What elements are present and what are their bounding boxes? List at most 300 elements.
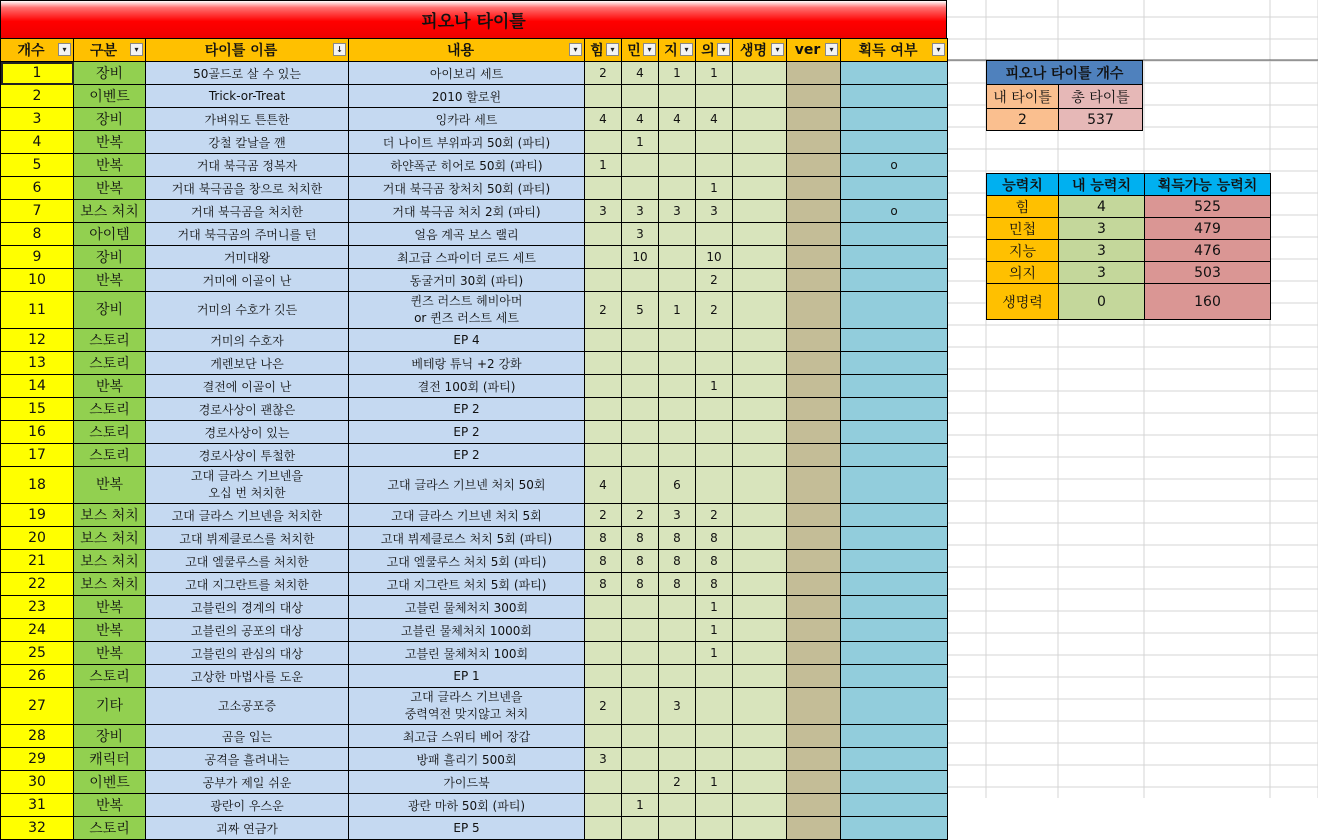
row-dex[interactable]: 3 [622,200,659,223]
row-number[interactable]: 26 [1,665,74,688]
row-title-name[interactable]: 거미대왕 [146,246,349,269]
row-int[interactable] [659,421,696,444]
row-content[interactable]: 고블린 물체처치 100회 [349,642,585,665]
row-int[interactable]: 1 [659,292,696,329]
row-category[interactable]: 이벤트 [74,85,146,108]
row-content[interactable]: 광란 마하 50회 (파티) [349,794,585,817]
row-will[interactable] [696,131,733,154]
row-acquired[interactable] [841,688,948,725]
row-will[interactable]: 4 [696,108,733,131]
row-acquired[interactable] [841,596,948,619]
row-acquired[interactable] [841,619,948,642]
row-content[interactable]: EP 2 [349,421,585,444]
row-content[interactable]: EP 2 [349,444,585,467]
row-ver[interactable] [787,573,841,596]
row-dex[interactable] [622,665,659,688]
row-acquired[interactable] [841,725,948,748]
row-number[interactable]: 14 [1,375,74,398]
row-will[interactable] [696,665,733,688]
row-str[interactable]: 2 [585,504,622,527]
row-content[interactable]: EP 4 [349,329,585,352]
row-title-name[interactable]: 공부가 제일 쉬운 [146,771,349,794]
filter-dropdown-icon[interactable]: ▾ [58,43,71,56]
row-str[interactable] [585,223,622,246]
row-str[interactable]: 3 [585,748,622,771]
row-title-name[interactable]: 광란이 우스운 [146,794,349,817]
row-dex[interactable] [622,329,659,352]
row-title-name[interactable]: 고블린의 공포의 대상 [146,619,349,642]
row-category[interactable]: 장비 [74,62,146,85]
row-hp[interactable] [733,292,787,329]
row-ver[interactable] [787,527,841,550]
row-category[interactable]: 반복 [74,177,146,200]
row-acquired[interactable] [841,550,948,573]
row-will[interactable]: 8 [696,527,733,550]
row-str[interactable]: 2 [585,292,622,329]
filter-dropdown-icon[interactable]: ▾ [130,43,143,56]
row-content[interactable]: 아이보리 세트 [349,62,585,85]
row-category[interactable]: 반복 [74,154,146,177]
row-ver[interactable] [787,771,841,794]
row-hp[interactable] [733,85,787,108]
row-title-name[interactable]: 강철 칼날을 깬 [146,131,349,154]
row-will[interactable] [696,794,733,817]
row-hp[interactable] [733,550,787,573]
row-number[interactable]: 22 [1,573,74,596]
row-will[interactable]: 1 [696,771,733,794]
row-acquired[interactable] [841,246,948,269]
row-dex[interactable]: 3 [622,223,659,246]
row-hp[interactable] [733,329,787,352]
row-title-name[interactable]: 게렌보단 나은 [146,352,349,375]
row-number[interactable]: 23 [1,596,74,619]
row-number[interactable]: 29 [1,748,74,771]
row-acquired[interactable] [841,794,948,817]
row-number[interactable]: 21 [1,550,74,573]
row-hp[interactable] [733,62,787,85]
total-title-count[interactable]: 537 [1059,109,1143,131]
row-str[interactable] [585,794,622,817]
row-int[interactable] [659,665,696,688]
row-will[interactable] [696,725,733,748]
row-title-name[interactable]: 곰을 입는 [146,725,349,748]
row-ver[interactable] [787,200,841,223]
row-int[interactable]: 6 [659,467,696,504]
filter-dropdown-icon[interactable]: ▾ [932,43,945,56]
row-dex[interactable] [622,771,659,794]
row-hp[interactable] [733,131,787,154]
row-number[interactable]: 6 [1,177,74,200]
row-int[interactable] [659,444,696,467]
row-acquired[interactable] [841,573,948,596]
row-title-name[interactable]: 경로사상이 괜찮은 [146,398,349,421]
row-hp[interactable] [733,108,787,131]
row-ver[interactable] [787,665,841,688]
row-title-name[interactable]: 거대 북극곰을 창으로 처치한 [146,177,349,200]
row-acquired[interactable]: o [841,200,948,223]
row-number[interactable]: 27 [1,688,74,725]
row-dex[interactable]: 5 [622,292,659,329]
row-hp[interactable] [733,504,787,527]
row-ver[interactable] [787,269,841,292]
row-title-name[interactable]: 거미의 수호가 깃든 [146,292,349,329]
row-hp[interactable] [733,725,787,748]
row-str[interactable] [585,771,622,794]
row-will[interactable]: 1 [696,62,733,85]
row-content[interactable]: 고대 글라스 기브넨 처치 50회 [349,467,585,504]
row-hp[interactable] [733,444,787,467]
row-hp[interactable] [733,596,787,619]
row-will[interactable]: 1 [696,619,733,642]
row-str[interactable] [585,642,622,665]
row-ver[interactable] [787,398,841,421]
row-will[interactable] [696,398,733,421]
row-hp[interactable] [733,748,787,771]
row-ver[interactable] [787,817,841,840]
row-int[interactable] [659,269,696,292]
row-number[interactable]: 18 [1,467,74,504]
row-hp[interactable] [733,573,787,596]
row-category[interactable]: 반복 [74,467,146,504]
row-acquired[interactable] [841,352,948,375]
row-content[interactable]: 가이드북 [349,771,585,794]
row-hp[interactable] [733,200,787,223]
row-title-name[interactable]: 거대 북극곰의 주머니를 턴 [146,223,349,246]
filter-dropdown-icon[interactable]: ▾ [717,43,730,56]
row-category[interactable]: 이벤트 [74,771,146,794]
row-hp[interactable] [733,177,787,200]
row-int[interactable] [659,619,696,642]
row-category[interactable]: 아이템 [74,223,146,246]
row-content[interactable]: 고대 지그란트 처치 5회 (파티) [349,573,585,596]
row-number[interactable]: 25 [1,642,74,665]
row-ver[interactable] [787,619,841,642]
row-dex[interactable] [622,421,659,444]
row-category[interactable]: 장비 [74,246,146,269]
row-category[interactable]: 기타 [74,688,146,725]
row-will[interactable]: 1 [696,177,733,200]
row-content[interactable]: 최고급 스파이더 로드 세트 [349,246,585,269]
row-content[interactable]: 2010 할로윈 [349,85,585,108]
row-acquired[interactable] [841,398,948,421]
row-will[interactable] [696,329,733,352]
row-content[interactable]: 최고급 스위티 베어 장갑 [349,725,585,748]
row-category[interactable]: 장비 [74,725,146,748]
row-category[interactable]: 반복 [74,375,146,398]
row-hp[interactable] [733,375,787,398]
stat-name[interactable]: 민첩 [987,218,1059,240]
row-content[interactable]: 베테랑 튜닉 +2 강화 [349,352,585,375]
row-number[interactable]: 8 [1,223,74,246]
row-category[interactable]: 보스 처치 [74,200,146,223]
row-hp[interactable] [733,421,787,444]
row-title-name[interactable]: 거미에 이골이 난 [146,269,349,292]
row-int[interactable] [659,725,696,748]
row-str[interactable] [585,131,622,154]
row-int[interactable] [659,246,696,269]
row-acquired[interactable] [841,642,948,665]
row-title-name[interactable]: 고대 엘쿨루스를 처치한 [146,550,349,573]
row-hp[interactable] [733,154,787,177]
row-number[interactable]: 5 [1,154,74,177]
row-dex[interactable] [622,748,659,771]
row-title-name[interactable]: 고상한 마법사를 도운 [146,665,349,688]
row-category[interactable]: 장비 [74,292,146,329]
row-number[interactable]: 2 [1,85,74,108]
row-acquired[interactable] [841,467,948,504]
row-hp[interactable] [733,223,787,246]
row-will[interactable]: 1 [696,375,733,398]
row-str[interactable]: 2 [585,62,622,85]
row-title-name[interactable]: 공격을 흘려내는 [146,748,349,771]
stat-mine[interactable]: 0 [1059,284,1145,320]
filter-dropdown-icon[interactable]: ▾ [569,43,582,56]
row-dex[interactable] [622,177,659,200]
row-will[interactable] [696,444,733,467]
row-number[interactable]: 12 [1,329,74,352]
row-str[interactable] [585,85,622,108]
row-number[interactable]: 7 [1,200,74,223]
row-title-name[interactable]: 고대 글라스 기브넨을 처치한 [146,504,349,527]
row-title-name[interactable]: Trick-or-Treat [146,85,349,108]
row-category[interactable]: 보스 처치 [74,550,146,573]
row-int[interactable]: 1 [659,62,696,85]
row-int[interactable] [659,596,696,619]
row-will[interactable] [696,817,733,840]
row-dex[interactable]: 1 [622,131,659,154]
row-category[interactable]: 반복 [74,794,146,817]
row-number[interactable]: 13 [1,352,74,375]
row-content[interactable]: 고대 글라스 기브넨 처치 5회 [349,504,585,527]
row-category[interactable]: 장비 [74,108,146,131]
row-str[interactable]: 2 [585,688,622,725]
row-int[interactable] [659,131,696,154]
row-int[interactable]: 2 [659,771,696,794]
row-dex[interactable] [622,725,659,748]
row-int[interactable] [659,398,696,421]
row-int[interactable]: 8 [659,550,696,573]
row-ver[interactable] [787,504,841,527]
stat-mine[interactable]: 4 [1059,196,1145,218]
row-acquired[interactable] [841,62,948,85]
row-acquired[interactable] [841,292,948,329]
row-title-name[interactable]: 결전에 이골이 난 [146,375,349,398]
row-int[interactable] [659,794,696,817]
row-category[interactable]: 스토리 [74,817,146,840]
row-ver[interactable] [787,467,841,504]
row-number[interactable]: 1 [1,62,74,85]
row-ver[interactable] [787,85,841,108]
row-str[interactable] [585,421,622,444]
row-ver[interactable] [787,421,841,444]
row-dex[interactable] [622,817,659,840]
row-int[interactable]: 4 [659,108,696,131]
stat-name[interactable]: 의지 [987,262,1059,284]
stat-mine[interactable]: 3 [1059,240,1145,262]
row-dex[interactable]: 2 [622,504,659,527]
row-ver[interactable] [787,177,841,200]
row-hp[interactable] [733,467,787,504]
row-dex[interactable] [622,444,659,467]
row-content[interactable]: 고블린 물체처치 1000회 [349,619,585,642]
row-ver[interactable] [787,108,841,131]
row-content[interactable]: 잉카라 세트 [349,108,585,131]
row-acquired[interactable] [841,375,948,398]
row-acquired[interactable] [841,504,948,527]
row-category[interactable]: 반복 [74,131,146,154]
row-title-name[interactable]: 경로사상이 투철한 [146,444,349,467]
row-dex[interactable]: 1 [622,794,659,817]
row-int[interactable]: 8 [659,527,696,550]
row-number[interactable]: 11 [1,292,74,329]
stat-name[interactable]: 지능 [987,240,1059,262]
row-int[interactable] [659,817,696,840]
row-str[interactable] [585,398,622,421]
row-title-name[interactable]: 고블린의 관심의 대상 [146,642,349,665]
row-dex[interactable]: 4 [622,108,659,131]
row-ver[interactable] [787,352,841,375]
row-dex[interactable] [622,688,659,725]
row-dex[interactable]: 4 [622,62,659,85]
row-ver[interactable] [787,223,841,246]
filter-dropdown-icon[interactable]: ▾ [680,43,693,56]
row-content[interactable]: 하얀폭군 히어로 50회 (파티) [349,154,585,177]
row-dex[interactable] [622,375,659,398]
row-number[interactable]: 3 [1,108,74,131]
row-hp[interactable] [733,688,787,725]
row-number[interactable]: 4 [1,131,74,154]
row-will[interactable]: 3 [696,200,733,223]
row-will[interactable]: 1 [696,596,733,619]
row-acquired[interactable]: o [841,154,948,177]
row-ver[interactable] [787,292,841,329]
row-content[interactable]: 결전 100회 (파티) [349,375,585,398]
row-will[interactable] [696,154,733,177]
row-int[interactable]: 3 [659,504,696,527]
row-will[interactable]: 2 [696,504,733,527]
row-hp[interactable] [733,269,787,292]
row-category[interactable]: 반복 [74,642,146,665]
row-str[interactable] [585,375,622,398]
row-will[interactable] [696,421,733,444]
row-category[interactable]: 스토리 [74,665,146,688]
row-str[interactable] [585,596,622,619]
row-content[interactable]: 퀸즈 러스트 헤비아머 or 퀸즈 러스트 세트 [349,292,585,329]
row-dex[interactable]: 10 [622,246,659,269]
row-number[interactable]: 31 [1,794,74,817]
row-int[interactable] [659,642,696,665]
row-acquired[interactable] [841,665,948,688]
row-acquired[interactable] [841,131,948,154]
row-str[interactable] [585,817,622,840]
row-dex[interactable]: 8 [622,573,659,596]
stat-max[interactable]: 160 [1145,284,1271,320]
row-category[interactable]: 반복 [74,596,146,619]
row-will[interactable]: 10 [696,246,733,269]
row-title-name[interactable]: 거대 북극곰을 처치한 [146,200,349,223]
row-title-name[interactable]: 거대 북극곰 정복자 [146,154,349,177]
row-hp[interactable] [733,398,787,421]
row-acquired[interactable] [841,527,948,550]
row-ver[interactable] [787,375,841,398]
row-number[interactable]: 28 [1,725,74,748]
row-ver[interactable] [787,642,841,665]
row-title-name[interactable]: 괴짜 연금가 [146,817,349,840]
row-str[interactable]: 1 [585,154,622,177]
row-acquired[interactable] [841,329,948,352]
row-dex[interactable]: 8 [622,550,659,573]
row-number[interactable]: 30 [1,771,74,794]
my-title-count[interactable]: 2 [987,109,1059,131]
row-int[interactable]: 3 [659,200,696,223]
row-str[interactable]: 4 [585,467,622,504]
row-dex[interactable] [622,398,659,421]
row-acquired[interactable] [841,269,948,292]
row-number[interactable]: 19 [1,504,74,527]
row-number[interactable]: 9 [1,246,74,269]
row-ver[interactable] [787,550,841,573]
row-dex[interactable] [622,154,659,177]
row-acquired[interactable] [841,85,948,108]
row-number[interactable]: 10 [1,269,74,292]
stat-max[interactable]: 503 [1145,262,1271,284]
filter-dropdown-icon[interactable]: ▾ [825,43,838,56]
row-number[interactable]: 20 [1,527,74,550]
row-dex[interactable] [622,85,659,108]
row-str[interactable] [585,177,622,200]
row-will[interactable]: 1 [696,642,733,665]
row-content[interactable]: 방패 흘리기 500회 [349,748,585,771]
row-acquired[interactable] [841,817,948,840]
row-acquired[interactable] [841,748,948,771]
row-dex[interactable] [622,352,659,375]
row-will[interactable] [696,748,733,771]
row-hp[interactable] [733,527,787,550]
row-str[interactable]: 8 [585,527,622,550]
row-category[interactable]: 스토리 [74,398,146,421]
row-category[interactable]: 보스 처치 [74,504,146,527]
row-hp[interactable] [733,246,787,269]
row-int[interactable] [659,748,696,771]
row-content[interactable]: 고대 글라스 기브넨을 중력역전 맞지않고 처치 [349,688,585,725]
row-str[interactable] [585,269,622,292]
row-str[interactable]: 8 [585,573,622,596]
row-title-name[interactable]: 고블린의 경계의 대상 [146,596,349,619]
row-hp[interactable] [733,619,787,642]
row-content[interactable]: 고블린 물체처치 300회 [349,596,585,619]
row-acquired[interactable] [841,444,948,467]
stat-max[interactable]: 476 [1145,240,1271,262]
row-title-name[interactable]: 고대 지그란트를 처치한 [146,573,349,596]
row-acquired[interactable] [841,771,948,794]
row-content[interactable]: 동굴거미 30회 (파티) [349,269,585,292]
stat-name[interactable]: 생명력 [987,284,1059,320]
row-content[interactable]: 더 나이트 부위파괴 50회 (파티) [349,131,585,154]
row-ver[interactable] [787,596,841,619]
row-int[interactable] [659,85,696,108]
row-category[interactable]: 스토리 [74,329,146,352]
row-int[interactable] [659,375,696,398]
row-content[interactable]: 거대 북극곰 창처치 50회 (파티) [349,177,585,200]
row-ver[interactable] [787,246,841,269]
row-str[interactable] [585,246,622,269]
row-hp[interactable] [733,642,787,665]
row-int[interactable] [659,154,696,177]
row-content[interactable]: 고대 엘쿨루스 처치 5회 (파티) [349,550,585,573]
row-str[interactable] [585,329,622,352]
row-title-name[interactable]: 50골드로 살 수 있는 [146,62,349,85]
row-will[interactable] [696,223,733,246]
